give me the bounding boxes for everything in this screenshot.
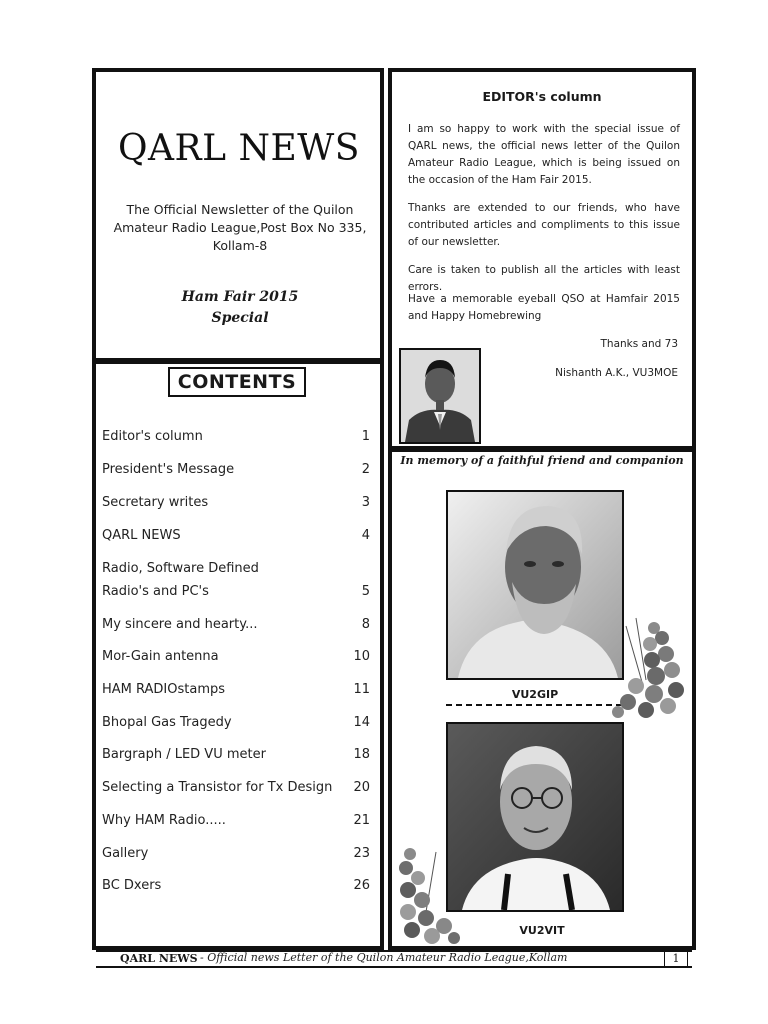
toc-item-title: Selecting a Transistor for Tx Design [102, 780, 333, 795]
toc-item-page: 3 [361, 495, 370, 510]
editor-portrait [399, 348, 481, 444]
editor-paragraph-3: Care is taken to publish all the articles with least errors. [408, 264, 680, 293]
page-number: 1 [664, 951, 688, 967]
toc-item-page: 23 [353, 846, 370, 861]
toc-item-title: Bhopal Gas Tragedy [102, 715, 232, 730]
memorial-photo-vu2vit [446, 722, 624, 912]
toc-item-title: BC Dxers [102, 878, 162, 893]
flower-decoration-right [606, 610, 688, 720]
toc-item-title: Secretary writes [102, 495, 209, 510]
toc-item-title: Editor's column [102, 429, 203, 444]
toc-item-title: Gallery [102, 846, 149, 861]
toc-item-page: 26 [353, 878, 370, 893]
toc-item-page: 1 [361, 429, 370, 444]
editor-portrait-image [401, 350, 479, 442]
special-edition-label [150, 287, 330, 329]
toc-item-page: 5 [361, 584, 370, 599]
editor-thanks: Thanks and 73 [600, 338, 678, 350]
footer-description: - Official news Letter of the Quilon Amateur Radio League,Kollam [200, 951, 568, 964]
toc-item-page: 18 [353, 747, 370, 762]
toc-item-title: President's Message [102, 462, 235, 477]
toc-item-title: Radio, Software Defined [102, 561, 259, 576]
memorial-heading: In memory of a faithful friend and companion [400, 454, 684, 467]
editor-column-heading: EDITOR's column [482, 89, 602, 104]
toc-item-page: 2 [361, 462, 370, 477]
toc-item-title: Bargraph / LED VU meter [102, 747, 266, 762]
caption-vu2gip: VU2GIP [511, 688, 559, 701]
toc-item-page: 4 [361, 528, 370, 543]
toc-item-title: Mor-Gain antenna [102, 649, 219, 664]
toc-item-page: 8 [361, 617, 370, 632]
special-line-2: Special [211, 310, 269, 326]
editor-signature: Nishanth A.K., VU3MOE [555, 367, 678, 379]
vu2vit-portrait-image [448, 724, 622, 910]
editor-paragraph-1: I am so happy to work with the special issue of QARL news, the official news letter of the Quilon Amateur Radio League, which is being issued on the occasion of the Ham Fair 2015. [408, 123, 680, 186]
flower-decoration-left [396, 842, 468, 946]
newsletter-subtitle: The Official Newsletter of the Quilon Amateur Radio League,Post Box No 335, Kollam-8 [113, 202, 367, 253]
memorial-photo-vu2gip [446, 490, 624, 680]
caption-vu2vit: VU2VIT [519, 924, 565, 937]
toc-item-page: 11 [353, 682, 370, 697]
toc-item-page: 14 [353, 715, 370, 730]
photo-divider [446, 704, 622, 706]
editor-paragraph-4: Have a memorable eyeball QSO at Hamfair 2015 and Happy Homebrewing [408, 293, 680, 322]
contents-heading: CONTENTS [168, 367, 306, 397]
vu2gip-portrait-image [448, 492, 622, 678]
newsletter-title: QARL NEWS [118, 128, 360, 169]
toc-item-title: QARL NEWS [102, 528, 181, 543]
footer-newsletter-name: QARL NEWS [120, 952, 198, 965]
editor-paragraph-2: Thanks are extended to our friends, who have contributed articles and compliments to this issue of our newsletter. [408, 202, 680, 248]
toc-item-title: Radio's and PC's [102, 584, 209, 599]
special-line-1: Ham Fair 2015 [181, 289, 299, 305]
toc-item-page: 10 [353, 649, 370, 664]
toc-item-title: My sincere and hearty... [102, 617, 258, 632]
toc-item-title: HAM RADIOstamps [102, 682, 226, 697]
toc-item-page: 20 [353, 780, 370, 795]
toc-item-title: Why HAM Radio..... [102, 813, 226, 828]
toc-item-page: 21 [353, 813, 370, 828]
